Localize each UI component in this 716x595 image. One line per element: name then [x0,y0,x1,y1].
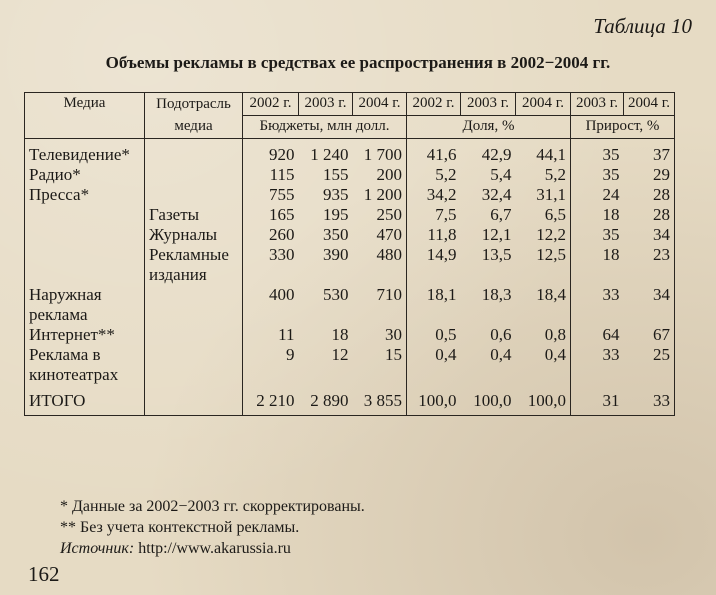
header-year: 2002 г. [243,93,299,116]
budget-2004-cell: 15 [385,345,402,364]
header-media: Медиа [25,93,145,139]
header-year: 2003 г. [461,93,516,116]
table-row [25,225,675,245]
share-2004-cell: 0,4 [544,345,566,364]
budget-2004-cell: 480 [376,245,402,264]
budget-2002-cell: 9 [243,345,299,385]
page-number: 162 [28,562,60,586]
budget-2004-cell: 3 855 [353,385,407,416]
budget-2002-cell: 11 [243,325,299,345]
share-2004-cell: 12,5 [536,245,566,264]
media-cell: Радио* [25,165,145,185]
budget-2004-cell: 1 200 [363,185,402,204]
subsector-cell [145,185,243,205]
source-line [60,538,365,559]
budget-2004-cell: 1 700 [363,145,402,164]
budget-2002-cell: 115 [243,165,299,185]
budget-2003-cell: 12 [331,345,349,364]
budget-2003-cell: 390 [323,245,349,264]
header-subsector-line1: Подотрасль [156,96,231,112]
subsector-cell [145,385,243,416]
share-2002-cell: 7,5 [407,205,461,225]
advertising-volume-table [24,92,675,416]
share-2003-cell: 42,9 [481,145,512,164]
budget-2002-cell: 400 [243,285,299,325]
header-year: 2004 г. [516,93,571,116]
budget-2002-cell: 165 [243,205,299,225]
share-2002-cell: 0,4 [407,345,461,385]
budget-2002-cell: 755 [243,185,299,205]
growth-2004-cell: 37 [624,139,675,166]
share-2003-cell: 5,4 [490,165,512,184]
table-row [25,345,675,385]
footnote-context-ads: ** Без учета контекстной рекламы. [60,519,300,536]
subsector-cell [145,325,243,345]
growth-2004-cell: 28 [624,205,675,225]
media-cell [25,205,145,225]
header-year: 2003 г. [299,93,353,116]
growth-2003-cell: 64 [571,325,624,345]
budget-2004-cell: 250 [376,205,402,224]
share-2002-cell: 0,5 [407,325,461,345]
share-2003-cell: 100,0 [461,385,516,416]
header-group-share: Доля, % [407,116,571,139]
share-2002-cell: 5,2 [407,165,461,185]
growth-2004-cell: 34 [624,285,675,325]
budget-2004-cell: 30 [385,325,402,344]
growth-2003-cell: 35 [571,139,624,166]
budget-2003-cell: 195 [323,205,349,224]
table-row-total [25,385,675,416]
subsector-cell: Газеты [145,205,243,225]
budget-2004-cell: 710 [376,285,402,304]
table-row [25,185,675,205]
share-2003-cell: 6,7 [490,205,512,224]
header-group-budgets: Бюджеты, млн долл. [243,116,407,139]
budget-2004-cell: 200 [376,165,402,184]
share-2002-cell: 18,1 [407,285,461,325]
budget-2003-cell: 1 240 [310,145,349,164]
header-year: 2003 г. [571,93,624,116]
share-2002-cell: 41,6 [407,139,461,166]
share-2003-cell: 0,6 [490,325,512,344]
share-2002-cell: 100,0 [407,385,461,416]
header-subsector [145,93,243,139]
media-cell: Наружная реклама [25,285,145,325]
growth-2003-cell: 18 [571,205,624,225]
share-2004-cell: 18,4 [536,285,566,304]
subsector-cell [145,139,243,166]
growth-2004-cell: 25 [624,345,675,385]
share-2004-cell: 100,0 [516,385,571,416]
share-2003-cell: 12,1 [481,225,512,244]
table-number: Таблица 10 [593,14,692,38]
subsector-cell [145,345,243,385]
budget-2003-cell: 935 [323,185,349,204]
media-cell: Телевидение* [25,139,145,166]
budget-2003-cell: 530 [323,285,349,304]
media-cell [25,245,145,285]
subsector-cell: Рекламные издания [145,245,243,285]
subsector-cell [145,285,243,325]
budget-2003-cell: 350 [323,225,349,244]
media-cell [25,225,145,245]
share-2002-cell: 11,8 [407,225,461,245]
share-2004-cell: 12,2 [536,225,566,244]
table-row [25,139,675,166]
growth-2004-cell: 28 [624,185,675,205]
table-row [25,285,675,325]
growth-2003-cell: 33 [571,285,624,325]
budget-2002-cell: 260 [243,225,299,245]
share-2003-cell: 13,5 [481,245,512,264]
share-2004-cell: 5,2 [544,165,566,184]
header-row-years [25,93,675,116]
share-2003-cell: 32,4 [481,185,512,204]
growth-2003-cell: 18 [571,245,624,285]
subsector-cell [145,165,243,185]
budget-2002-cell: 920 [243,139,299,166]
header-year: 2002 г. [407,93,461,116]
share-2002-cell: 14,9 [407,245,461,285]
growth-2004-cell: 33 [624,385,675,416]
table-row [25,245,675,285]
share-2004-cell: 44,1 [536,145,566,164]
media-cell: ИТОГО [25,385,145,416]
header-year: 2004 г. [624,93,675,116]
budget-2003-cell: 18 [331,325,349,344]
growth-2004-cell: 29 [624,165,675,185]
budget-2002-cell: 330 [243,245,299,285]
budget-2004-cell: 470 [376,225,402,244]
growth-2003-cell: 24 [571,185,624,205]
media-cell: Пресса* [25,185,145,205]
budget-2003-cell: 2 890 [299,385,353,416]
table-row [25,165,675,185]
table-caption: Объемы рекламы в средствах ее распространения в 2002−2004 гг. [105,53,611,72]
growth-2003-cell: 35 [571,225,624,245]
footnote-corrected: * Данные за 2002−2003 гг. скорректированы. [60,498,365,515]
budget-2002-cell: 2 210 [243,385,299,416]
header-subsector-line2: медиа [174,118,213,134]
share-2004-cell: 0,8 [544,325,566,344]
media-cell: Реклама в кинотеатрах [25,345,145,385]
source-label: Источник: [60,540,135,557]
share-2004-cell: 31,1 [536,185,566,204]
growth-2003-cell: 35 [571,165,624,185]
source-url: http://www.akarussia.ru [138,540,291,557]
share-2002-cell: 34,2 [407,185,461,205]
share-2004-cell: 6,5 [544,205,566,224]
media-cell: Интернет** [25,325,145,345]
subsector-cell: Журналы [145,225,243,245]
table-row [25,325,675,345]
growth-2004-cell: 67 [624,325,675,345]
share-2003-cell: 18,3 [481,285,512,304]
growth-2003-cell: 31 [571,385,624,416]
budget-2003-cell: 155 [323,165,349,184]
share-2003-cell: 0,4 [490,345,512,364]
table-row [25,205,675,225]
header-year: 2004 г. [353,93,407,116]
growth-2004-cell: 23 [624,245,675,285]
table-notes [60,496,365,559]
growth-2003-cell: 33 [571,345,624,385]
header-group-growth: Прирост, % [571,116,675,139]
growth-2004-cell: 34 [624,225,675,245]
